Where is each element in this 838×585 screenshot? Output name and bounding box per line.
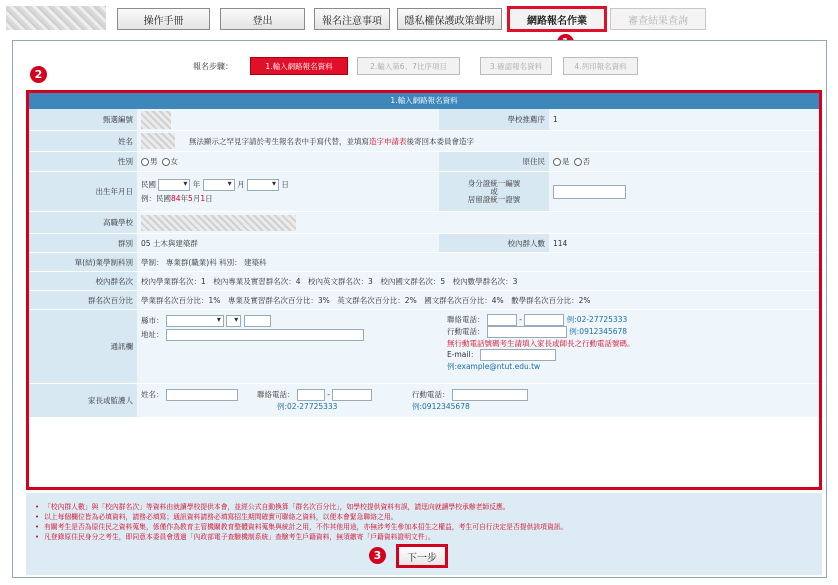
school-label: 高職學校 xyxy=(29,212,137,233)
email-label: E-mail： xyxy=(447,350,479,359)
birth-example-e: 日 xyxy=(205,194,213,203)
exam-no-value xyxy=(137,109,439,130)
form-title: 1.輸入網路報名資料 xyxy=(29,93,819,109)
birth-example xyxy=(141,193,213,204)
group-value: 05 土木與建築群 xyxy=(137,234,439,252)
birth-day-select[interactable] xyxy=(247,179,279,191)
birth-example-b: 年 xyxy=(180,194,189,203)
row-name xyxy=(29,131,819,152)
row-percentile xyxy=(29,291,819,310)
dept-value: 學制： 專業群(職業)科 科別： 建築科 xyxy=(137,253,819,271)
row-guardian xyxy=(29,384,819,417)
nav-privacy-button[interactable]: 隱私權保護政策聲明 xyxy=(397,8,502,30)
county-select[interactable] xyxy=(166,315,224,327)
marker-3: 3 xyxy=(369,547,386,564)
guardian-name-label: 姓名： xyxy=(141,390,164,399)
phone-example: 例:02-27725333 xyxy=(566,315,628,324)
district-select[interactable] xyxy=(226,315,241,327)
gender-female-text: 女 xyxy=(170,157,178,166)
logo-image xyxy=(6,6,106,30)
steps-label: 報名步驟： xyxy=(193,62,233,71)
rank-label: 校內群名次 xyxy=(29,272,137,290)
name-blur xyxy=(141,133,175,149)
address-input[interactable] xyxy=(166,329,364,341)
row-group xyxy=(29,234,819,253)
school-rank-label: 學校推薦序 xyxy=(439,109,549,130)
guardian-mobile-label: 行動電話： xyxy=(412,390,450,399)
aboriginal-yes-radio[interactable] xyxy=(553,158,561,166)
note-item: • 有關考生是否為原住民之資料蒐集，係僅作為教育主管機關教育整體資料蒐集與統計之用，不作其他用途，亦無涉考生參加本招生之權益，考生可自行決定是否提供該項資訊。 xyxy=(26,522,822,532)
step-4: 4.列印報名資料 xyxy=(563,57,638,75)
school-blur xyxy=(141,215,296,231)
name-note-a: 無法顯示之罕見字請於考生報名表中手寫代替，並填寫 xyxy=(189,136,369,146)
step-2: 2.輸入第6、7比序項目 xyxy=(357,57,460,75)
note-item: • 凡登錄原住民身分之考生，即同意本委員會透過「內政部電子查驗機制系統」查驗考生戶籍資料，無須繳寄「戶籍資料證明文件」。 xyxy=(26,532,822,542)
phone-dash: - xyxy=(519,315,522,324)
dept-label: 單(結)業學制科別 xyxy=(29,253,137,271)
school-count-label: 校內群人數 xyxy=(439,234,549,252)
row-school xyxy=(29,212,819,234)
birth-value xyxy=(137,172,439,211)
id-value xyxy=(549,172,819,211)
id-number-input[interactable] xyxy=(553,185,626,199)
step-3: 3.確認報名資料 xyxy=(480,57,552,75)
birth-prefix: 民國 xyxy=(141,180,156,189)
registration-form xyxy=(26,90,822,490)
name-note-b: 後寄回本委員會造字 xyxy=(406,136,474,146)
phone-number-input[interactable] xyxy=(524,314,564,326)
nav-logout-button[interactable]: 登出 xyxy=(220,8,305,30)
birth-year-text: 年 xyxy=(192,180,201,189)
guardian-phone-number-input[interactable] xyxy=(332,389,372,401)
aboriginal-label: 原住民 xyxy=(439,152,549,171)
guardian-phone-area-input[interactable] xyxy=(297,389,325,401)
guardian-name-input[interactable] xyxy=(166,389,238,401)
note-item: • 以上每個欄位皆為必填資料，請務必填寫；通訊資料請務必填寫招生期間確實可聯絡之資料，以便本會緊急聯絡之用。 xyxy=(26,512,822,522)
gender-male-radio[interactable] xyxy=(141,158,149,166)
next-step-button[interactable]: 下一步 xyxy=(396,544,448,568)
id-label xyxy=(439,172,549,211)
phone-block xyxy=(447,314,635,372)
nav-online-registration-button[interactable]: 網路報名作業 xyxy=(507,6,607,32)
aboriginal-yes-text: 是 xyxy=(562,157,570,166)
guardian-value xyxy=(137,384,819,417)
row-birth xyxy=(29,172,819,212)
guardian-mobile-input[interactable] xyxy=(452,389,528,401)
birth-example-a: 例：民國 xyxy=(141,194,171,203)
birth-year-select[interactable] xyxy=(158,179,190,191)
birth-example-d: 1 xyxy=(200,194,206,203)
percentile-label: 群名次百分比 xyxy=(29,291,137,309)
phone-area-input[interactable] xyxy=(487,314,517,326)
address-label: 地址： xyxy=(141,330,164,339)
top-navigation xyxy=(0,0,838,34)
school-count-value: 114 xyxy=(549,234,819,252)
row-gender xyxy=(29,152,819,172)
aboriginal-options xyxy=(549,152,819,171)
mobile-warning: 無行動電話號碼考生請填入家長或師長之行動電話號碼。 xyxy=(447,339,635,348)
zip-input[interactable] xyxy=(244,315,271,327)
glyph-request-link[interactable]: 造字申請表 xyxy=(369,136,407,146)
nav-notice-button[interactable]: 報名注意事項 xyxy=(314,8,390,30)
gender-male-text: 男 xyxy=(150,157,158,166)
id-label-2: 或 xyxy=(490,186,498,196)
birth-example-c: 月 xyxy=(192,194,201,203)
guardian-phone-example: 例:02-27725333 xyxy=(277,402,338,411)
phone-label: 聯絡電話： xyxy=(447,315,485,324)
guardian-phone-label: 聯絡電話： xyxy=(257,390,295,399)
birth-month-text: 月 xyxy=(237,180,245,189)
row-dept xyxy=(29,253,819,272)
exam-no-blur xyxy=(141,111,171,129)
guardian-label: 家長或監護人 xyxy=(29,384,137,417)
main-frame xyxy=(12,40,827,578)
birth-example-y: 84 xyxy=(171,194,181,203)
aboriginal-no-radio[interactable] xyxy=(574,158,582,166)
nav-manual-button[interactable]: 操作手冊 xyxy=(117,8,210,30)
nav-review-result-button[interactable]: 審查結果查詢 xyxy=(610,8,706,30)
aboriginal-no-text: 否 xyxy=(582,157,590,166)
note-item: • 「校內群人數」與「校內群名次」等資料由就讀學校提供本會，並經公式自動換算「群名次百分比」，如學校提供資料有誤，請逕向就讀學校承辦老師反應。 xyxy=(26,502,822,512)
marker-2: 2 xyxy=(30,66,47,83)
percentile-value: 學業群名次百分比：1% 專業及實習群名次百分比：3% 英文群名次百分比：2% 國文群名次百分比：4% 數學群名次百分比：2% xyxy=(137,291,819,309)
rank-value: 校內學業群名次：1 校內專業及實習群名次：4 校內英文群名次：3 校內國文群名次：5 校內數學群名次：3 xyxy=(137,272,819,290)
county-label: 縣市： xyxy=(141,316,164,325)
birth-label: 出生年月日 xyxy=(29,172,137,211)
school-rank-value: 1 xyxy=(549,109,819,130)
gender-label: 性別 xyxy=(29,152,137,171)
exam-no-label: 甄選編號 xyxy=(29,109,137,130)
name-label: 姓名 xyxy=(29,131,137,151)
row-exam-no xyxy=(29,109,819,131)
birth-month-select[interactable] xyxy=(203,179,235,191)
email-input[interactable] xyxy=(480,349,556,361)
school-value xyxy=(137,212,819,233)
contact-label: 通訊欄 xyxy=(29,310,137,383)
birth-example-m: 5 xyxy=(188,194,193,203)
guardian-mobile-example: 例:0912345678 xyxy=(412,402,470,411)
row-rank xyxy=(29,272,819,291)
id-label-1: 身分證統一編號 xyxy=(467,178,521,188)
step-1: 1.輸入網路報名資料 xyxy=(250,57,348,75)
birth-day-text: 日 xyxy=(281,180,289,189)
mobile-example: 例:0912345678 xyxy=(569,327,628,336)
guardian-phone-dash: - xyxy=(327,390,330,399)
mobile-label: 行動電話： xyxy=(447,327,485,336)
email-example: 例:example@ntut.edu.tw xyxy=(447,362,541,371)
registration-steps xyxy=(13,57,826,77)
address-block xyxy=(141,315,364,341)
group-label: 群別 xyxy=(29,234,137,252)
row-contact xyxy=(29,310,819,384)
name-value xyxy=(137,131,819,151)
id-label-3: 居留證統一證號 xyxy=(467,194,521,204)
mobile-input[interactable] xyxy=(487,326,567,338)
gender-female-radio[interactable] xyxy=(162,158,170,166)
contact-value xyxy=(137,310,819,383)
gender-options xyxy=(137,152,439,171)
